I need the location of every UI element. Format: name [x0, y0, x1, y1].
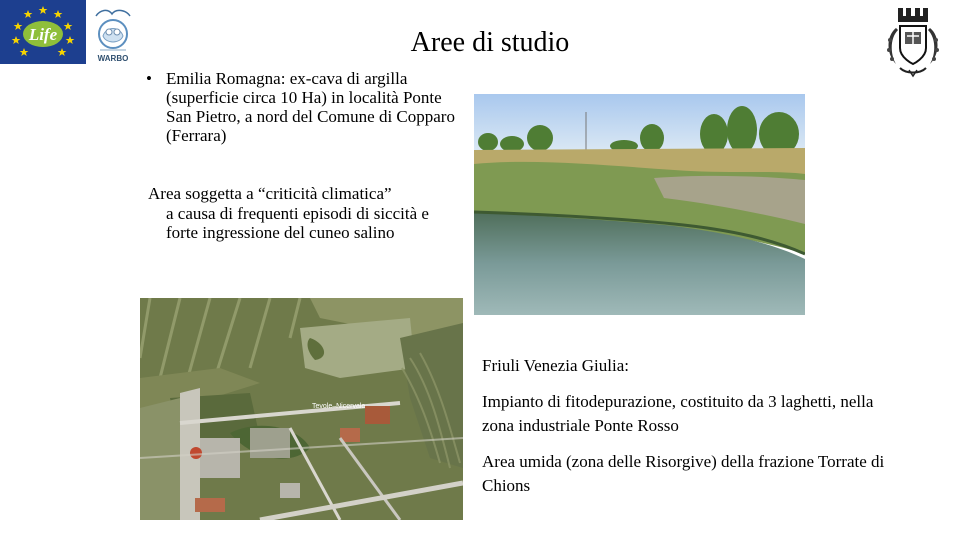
warbo-logo-text: WARBO: [97, 54, 129, 63]
fvg-phytodepuration-text: Impianto di fitodepurazione, costituito da 3 laghetti, nella zona industriale Ponte Rosso: [482, 392, 874, 435]
life-logo-text: Life: [28, 25, 58, 44]
pond-photo: [474, 94, 805, 315]
climate-risk-paragraph: [148, 184, 448, 243]
fvg-wetland-text: Area umida (zona delle Risorgive) della frazione Torrate di Chions: [482, 452, 885, 495]
slide-title: Aree di studio: [410, 27, 570, 58]
bullet-marker: •: [146, 69, 152, 88]
warbo-logo: [90, 6, 136, 64]
emilia-romagna-text: Emilia Romagna: ex-cava di argilla (superficie circa 10 Ha) in località Ponte San Pietro, a nord del Comune di Copparo (Ferrara): [166, 69, 455, 145]
eu-life-logo: [0, 0, 86, 64]
climate-risk-rest: a causa di frequenti episodi di siccità e forte ingressione del cuneo salino: [166, 203, 429, 242]
aerial-map: [140, 298, 463, 520]
climate-risk-first-line: Area soggetta a “criticità climatica”: [148, 184, 392, 203]
map-road-label: Tevole–Nicervale: [312, 403, 366, 410]
municipal-crest-icon: [882, 6, 944, 78]
fvg-heading: Friuli Venezia Giulia:: [482, 356, 629, 375]
